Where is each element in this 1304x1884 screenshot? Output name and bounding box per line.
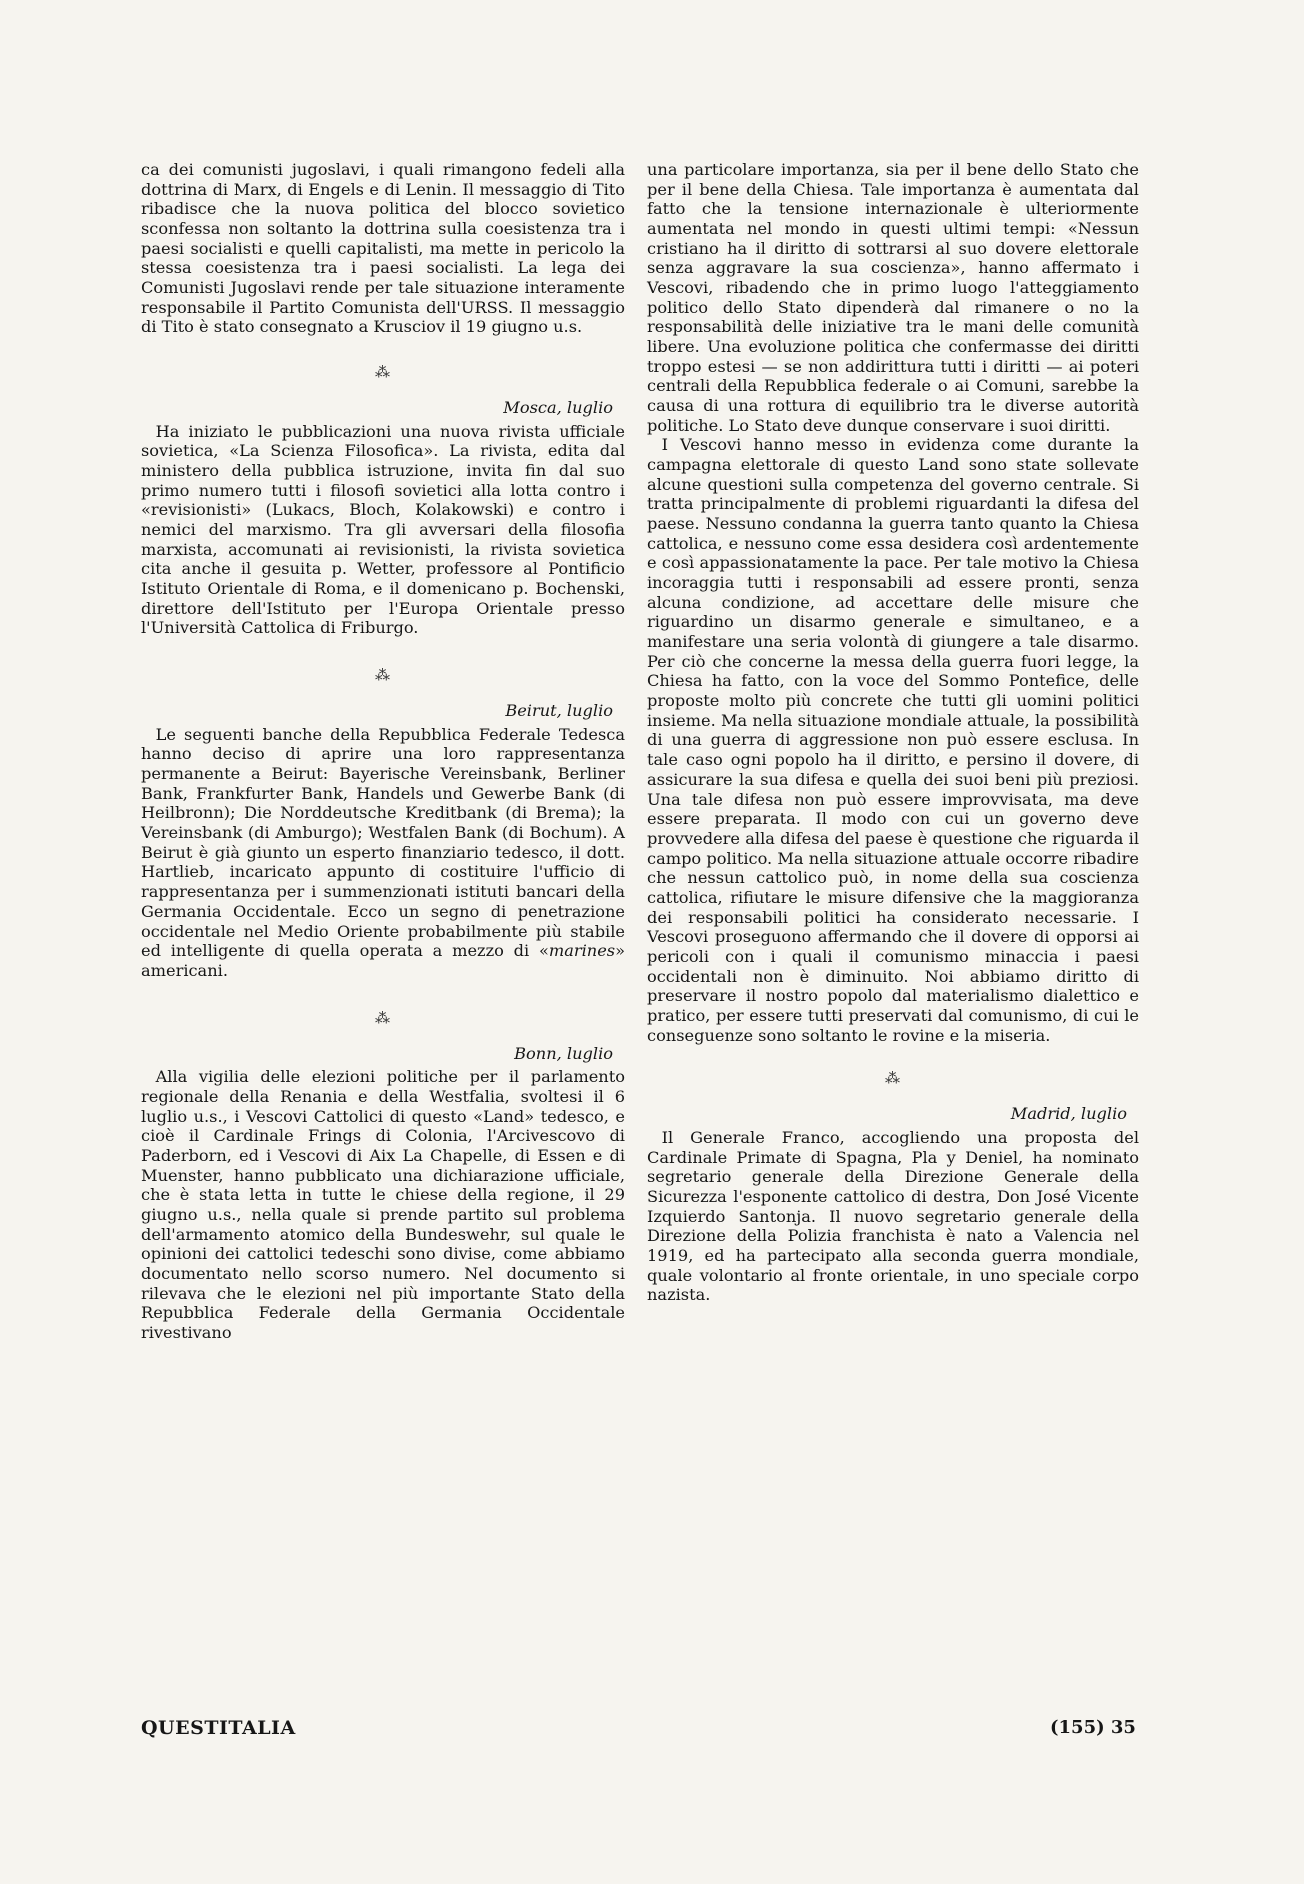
dateline-bonn: Bonn, luglio	[514, 1043, 613, 1063]
article-paragraph	[141, 725, 625, 981]
article-paragraph: I Vescovi hanno messo in evidenza come durante la campagna elettorale di questo Land sono state sollevate alcune questioni sulla competenza del governo centrale. Si tratta principalmente di problemi riguardanti la difesa del paese. Nessuno condanna la guerra tanto quanto la Chiesa cattolica, e nessuno come essa desidera così ardentemente e così appassionatamente la pace. Per tale motivo la Chiesa incoraggia tutti i responsabili ad essere pronti, senza alcuna condizione, ad accettare delle misure che riguardino un disarmo generale e simultaneo, e a manifestare una seria volontà di giungere a tale disarmo. Per ciò che concerne la messa della guerra fuori legge, la Chiesa ha fatto, con la voce del Sommo Pontefice, delle proposte molto più concrete che tutti gli uomini politici insieme. Ma nella situazione mondiale attuale, la possibilità di una guerra di aggressione non può essere esclusa. In tale caso ogni popolo ha il diritto, e persino il dovere, di assicurare la sua difesa e quella dei suoi beni più preziosi. Una tale difesa non può essere improvvisata, ma deve essere preparata. Il modo con cui un governo deve provvedere alla difesa del paese è questione che riguarda il campo politico. Ma nella situazione attuale occorre ribadire che nessun cattolico può, in nome della sua coscienza cattolica, rifiutare le misure difensive che la maggioranza dei responsabili politici ha considerato necessarie. I Vescovi proseguono affermando che il dovere di opporsi ai pericoli con i quali il comunismo minaccia i paesi occidentali non è diminuito. Noi abbiamo diritto di preservare il nostro popolo dal materialismo dialettico e pratico, per essere tutti preservati dal comunismo, di cui le conseguenze sono soltanto le rovine e la miseria.	[647, 435, 1139, 1045]
article-paragraph: Il Generale Franco, accogliendo una proposta del Cardinale Primate di Spagna, Pla y Deniel, ha nominato segretario generale della Direzione Generale della Sicurezza l'esponente cattolico di destra, Don José Vicente Izquierdo Santonja. Il nuovo segretario generale della Direzione della Polizia franchista è nato a Valencia nel 1919, ed ha partecipato alla seconda guerra mondiale, quale volontario al fronte orientale, in uno speciale corpo nazista.	[647, 1127, 1139, 1305]
article-paragraph: Alla vigilia delle elezioni politiche per il parlamento regionale della Renania e della Westfalia, svoltesi il 6 luglio u.s., i Vescovi Cattolici di questo «Land» tedesco, e cioè il Cardinale Frings di Colonia, l'Arcivescovo di Paderborn, ed i Vescovi di Aix La Chapelle, di Essen e di Muenster, hanno pubblicato una dichiarazione ufficiale, che è stata letta in tutte le chiese della regione, il 29 giugno u.s., nella quale si prende partito sul problema dell'armamento atomico della Bundeswehr, sul quale le opinioni dei cattolici tedeschi sono divise, come abbiamo documentato nello scorso numero. Nel documento si rilevava che le elezioni nel più importante Stato della Repubblica Federale della Germania Occidentale rivestivano	[141, 1067, 625, 1342]
paragraph-text: » americani.	[141, 941, 625, 980]
right-column	[647, 160, 1139, 1305]
paragraph-text: Le seguenti banche della Repubblica Federale Tedesca hanno deciso di aprire una loro rappresentanza permanente a Beirut: Bayerische Vereinsbank, Berliner Bank, Frankfurter Bank, Handels und Gewerbe Bank (di Heilbronn); Die Norddeutsche Kreditbank (di Brema); la Vereinsbank (di Amburgo); Westfalen Bank (di Bochum). A Beirut è già giunto un esperto finanziario tedesco, il dott. Hartlieb, incaricato appunto di costituire l'ufficio di rappresentanza per i summenzionati istituti bancari della Germania Occidentale. Ecco un segno di penetrazione occidentale nel Medio Oriente probabilmente più stabile ed intelligente di quella operata a mezzo di «	[141, 724, 625, 961]
article-paragraph: Ha iniziato le pubblicazioni una nuova rivista ufficiale sovietica, «La Scienza Filosofica». La rivista, edita dal ministero della pubblica istruzione, invita fin dal suo primo numero tutti i filosofi sovietici alla lotta contro i «revisionisti» (Lukacs, Bloch, Kolakowski) e contro i nemici del marxismo. Tra gli avversari della filosofia marxista, accomunati ai revisionisti, la rivista sovietica cita anche il gesuita p. Wetter, professore al Pontificio Istituto Orientale di Roma, e il domenicano p. Bochenski, direttore dell'Istituto per l'Europa Orientale presso l'Università Cattolica di Friburgo.	[141, 421, 625, 638]
dateline-madrid: Madrid, luglio	[1010, 1104, 1127, 1124]
marines-word: marines	[548, 941, 616, 961]
magazine-title: QUESTITALIA	[141, 1717, 296, 1739]
dateline-mosca: Mosca, luglio	[503, 398, 613, 418]
dateline-beirut: Beirut, luglio	[505, 701, 613, 721]
article-paragraph: ca dei comunisti jugoslavi, i quali rimangono fedeli alla dottrina di Marx, di Engels e di Lenin. Il messaggio di Tito ribadisce che la nuova politica del blocco sovietico sconfessa non soltanto la dottrina sulla coesistenza tra i paesi socialisti e quelli capitalisti, ma mette in pericolo la stessa coesistenza tra i paesi socialisti. La lega dei Comunisti Jugoslavi rende per tale situazione interamente responsabile il Partito Comunista dell'URSS. Il messaggio di Tito è stato consegnato a Krusciov il 19 giugno u.s.	[141, 160, 625, 337]
separator-asterism-icon: ⁂	[375, 1008, 391, 1027]
separator-asterism-icon: ⁂	[885, 1069, 901, 1088]
left-column	[141, 160, 625, 1343]
separator-asterism-icon: ⁂	[375, 666, 391, 685]
page-number: (155) 35	[1050, 1717, 1136, 1738]
separator-asterism-icon: ⁂	[375, 363, 391, 382]
article-paragraph: una particolare importanza, sia per il bene dello Stato che per il bene della Chiesa. Tale importanza è aumentata dal fatto che la tensione internazionale è ulteriormente aumentata nel mondo in questi ultimi tempi: «Nessun cristiano ha il diritto di sottrarsi al suo dovere elettorale senza aggravare la sua coscienza», hanno affermato i Vescovi, ribadendo che in primo luogo l'atteggiamento politico dello Stato dipenderà dal rimanere o no la responsabilità delle iniziative tra le mani delle comunità libere. Una evoluzione politica che confermasse dei diritti troppo estesi — se non addirittura tutti i diritti — ai poteri centrali della Repubblica federale o ai Comuni, sarebbe la causa di una rottura di equilibrio tra le diverse autorità politiche. Lo Stato deve dunque conservare i suoi diritti.	[647, 160, 1139, 435]
